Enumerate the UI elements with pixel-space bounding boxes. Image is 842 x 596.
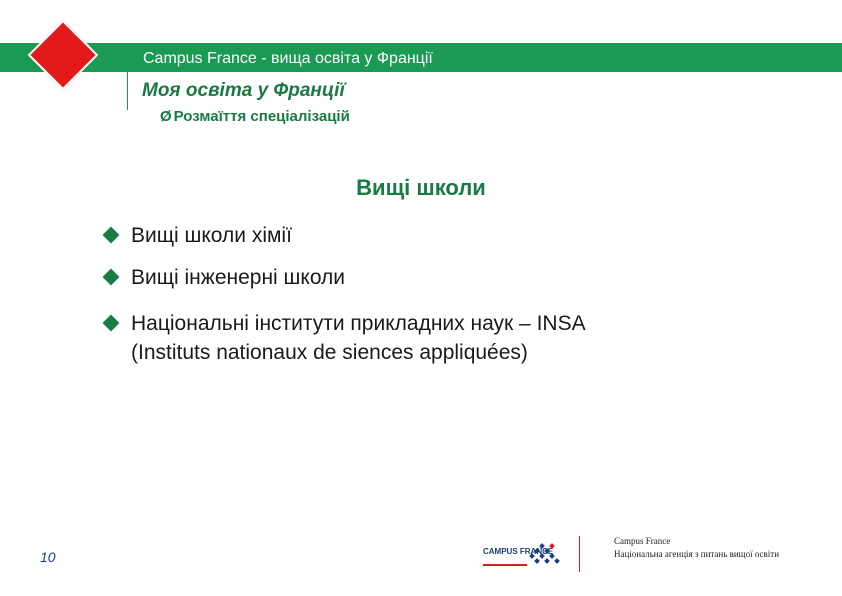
bullet-item: [101, 309, 586, 367]
header-divider: [127, 45, 128, 110]
breadcrumb-label: Розмаїття спеціалізацій: [173, 108, 350, 125]
bullet-text: Національні інститути прикладних наук – INSA: [131, 312, 586, 335]
footer-org-name: Campus France: [614, 536, 671, 546]
header-title: Campus France - вища освіта у Франції: [143, 50, 433, 67]
bullet-text: Вищі школи хімії: [131, 224, 292, 247]
footer-org-desc: Національна агенція з питань вищої освіти: [614, 549, 780, 559]
diamond-bullet-icon: [103, 315, 120, 332]
diamond-bullet-icon: [103, 227, 120, 244]
bullet-item: [101, 263, 345, 292]
page-number: 10: [40, 549, 56, 565]
footer-divider: [579, 536, 580, 572]
bullet-continuation: (Instituts nationaux de siences appliquées): [131, 341, 528, 364]
section-title: Вищі школи: [356, 175, 486, 200]
bullet-text: Вищі інженерні школи: [131, 266, 346, 289]
page-subtitle: Моя освіта у Франції: [142, 80, 345, 101]
bullet-item: [101, 221, 292, 250]
diamond-bullet-icon: [103, 269, 120, 286]
red-diamond-logo: [28, 20, 99, 91]
footer-org: [614, 535, 779, 561]
campus-france-logo: [482, 538, 572, 572]
arrow-bullet-icon: Ø: [160, 108, 172, 125]
logo-text: CAMPUS FRANCE: [483, 547, 554, 556]
breadcrumb: [160, 108, 350, 125]
